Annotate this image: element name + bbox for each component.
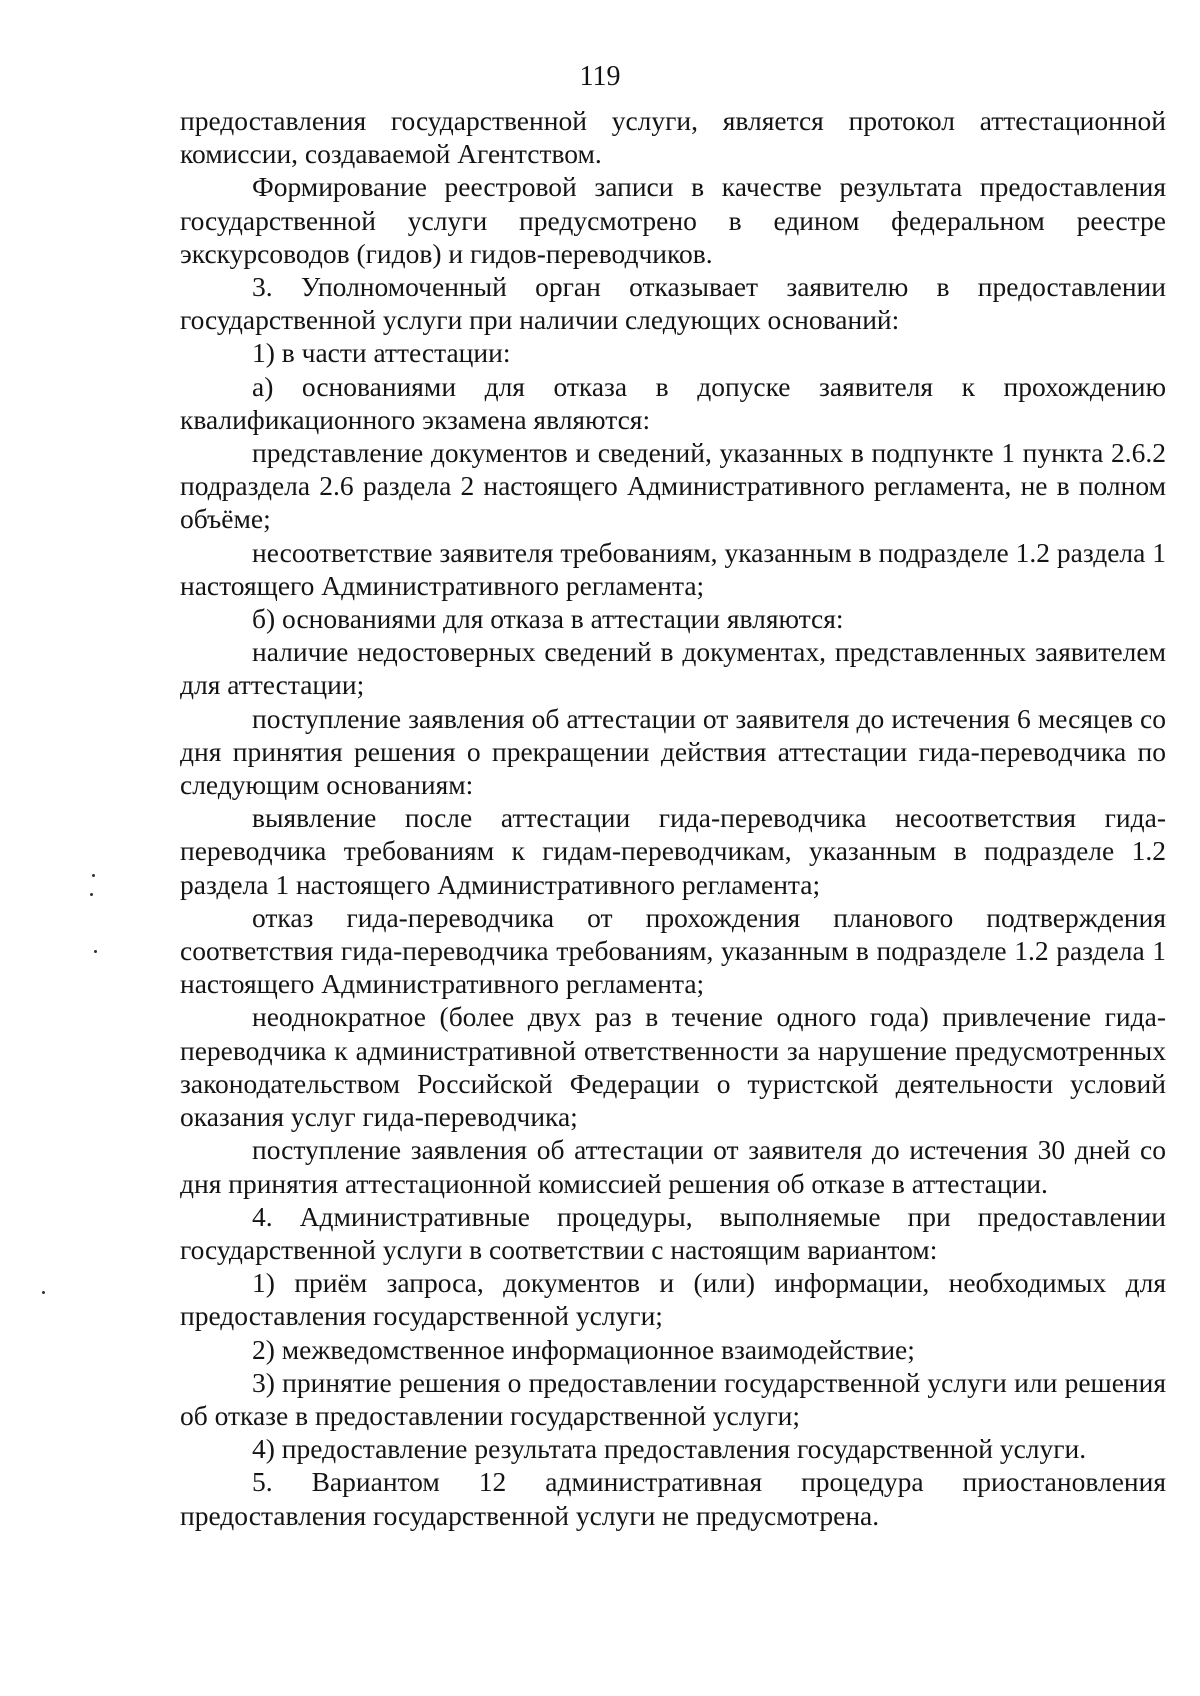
paragraph: поступление заявления об аттестации от заявителя до истечения 6 месяцев со дня принятия решения о прекращении действия аттестации гида-переводчика по следующим основаниям: — [180, 702, 1166, 801]
paragraph: представление документов и сведений, указанных в подпункте 1 пункта 2.6.2 подраздела 2.6 раздела 2 настоящего Административного регламента, не в полном объёме; — [180, 437, 1166, 535]
paragraph: 2) межведомственное информационное взаимодействие; — [252, 1333, 915, 1365]
paragraph: несоответствие заявителя требованиям, указанным в подразделе 1.2 раздела 1 настоящего Административного регламента; — [180, 536, 1166, 601]
scan-speck — [92, 874, 95, 877]
paragraph: 3) принятие решения о предоставлении государственной услуги или решения об отказе в предоставлении государственной услуги; — [180, 1366, 1166, 1431]
scan-speck — [42, 1291, 45, 1294]
paragraph: поступление заявления об аттестации от заявителя до истечения 30 дней со дня принятия аттестационной комиссией решения об отказе в аттестации. — [180, 1134, 1166, 1199]
scan-speck — [94, 950, 97, 953]
paragraph: б) основаниями для отказа в аттестации являются: — [252, 603, 844, 635]
paragraph: выявление после аттестации гида-переводчика несоответствия гида-переводчика требованиям к гидам-переводчикам, указанным в подразделе 1.2 раздела 1 настоящего Административного регламента; — [180, 802, 1166, 900]
page-number: 119 — [579, 61, 621, 92]
paragraph: 1) в части аттестации: — [252, 337, 511, 369]
paragraph: 4. Административные процедуры, выполняемые при предоставлении государственной услуги в соответствии с настоящим вариантом: — [180, 1200, 1166, 1265]
paragraph: 4) предоставление результата предоставления государственной услуги. — [252, 1433, 1087, 1465]
scan-speck — [90, 893, 93, 896]
paragraph: неоднократное (более двух раз в течение одного года) привлечение гида-переводчика к административной ответственности за нарушение предусмотренных законодательством Российской Федерации о туристской деятельности условий оказания услуг гида-переводчика; — [180, 1001, 1166, 1133]
paragraph: 3. Уполномоченный орган отказывает заявителю в предоставлении государственной услуги при наличии следующих оснований: — [180, 271, 1166, 336]
paragraph: 1) приём запроса, документов и (или) информации, необходимых для предоставления государственной услуги; — [180, 1267, 1166, 1332]
paragraph: а) основаниями для отказа в допуске заявителя к прохождению квалификационного экзамена являются: — [180, 370, 1166, 435]
paragraph: наличие недостоверных сведений в документах, представленных заявителем для аттестации; — [180, 636, 1166, 701]
document-body — [180, 104, 1166, 1532]
paragraph: 5. Вариантом 12 административная процедура приостановления предоставления государственной услуги не предусмотрена. — [180, 1466, 1166, 1531]
paragraph: предоставления государственной услуги, является протокол аттестационной комиссии, создаваемой Агентством. — [180, 105, 1166, 170]
paragraph: отказ гида-переводчика от прохождения планового подтверждения соответствия гида-переводчика требованиям, указанным в подразделе 1.2 раздела 1 настоящего Административного регламента; — [180, 901, 1166, 1000]
paragraph: Формирование реестровой записи в качестве результата предоставления государственной услуги предусмотрено в едином федеральном реестре экскурсоводов (гидов) и гидов-переводчиков. — [180, 171, 1166, 269]
